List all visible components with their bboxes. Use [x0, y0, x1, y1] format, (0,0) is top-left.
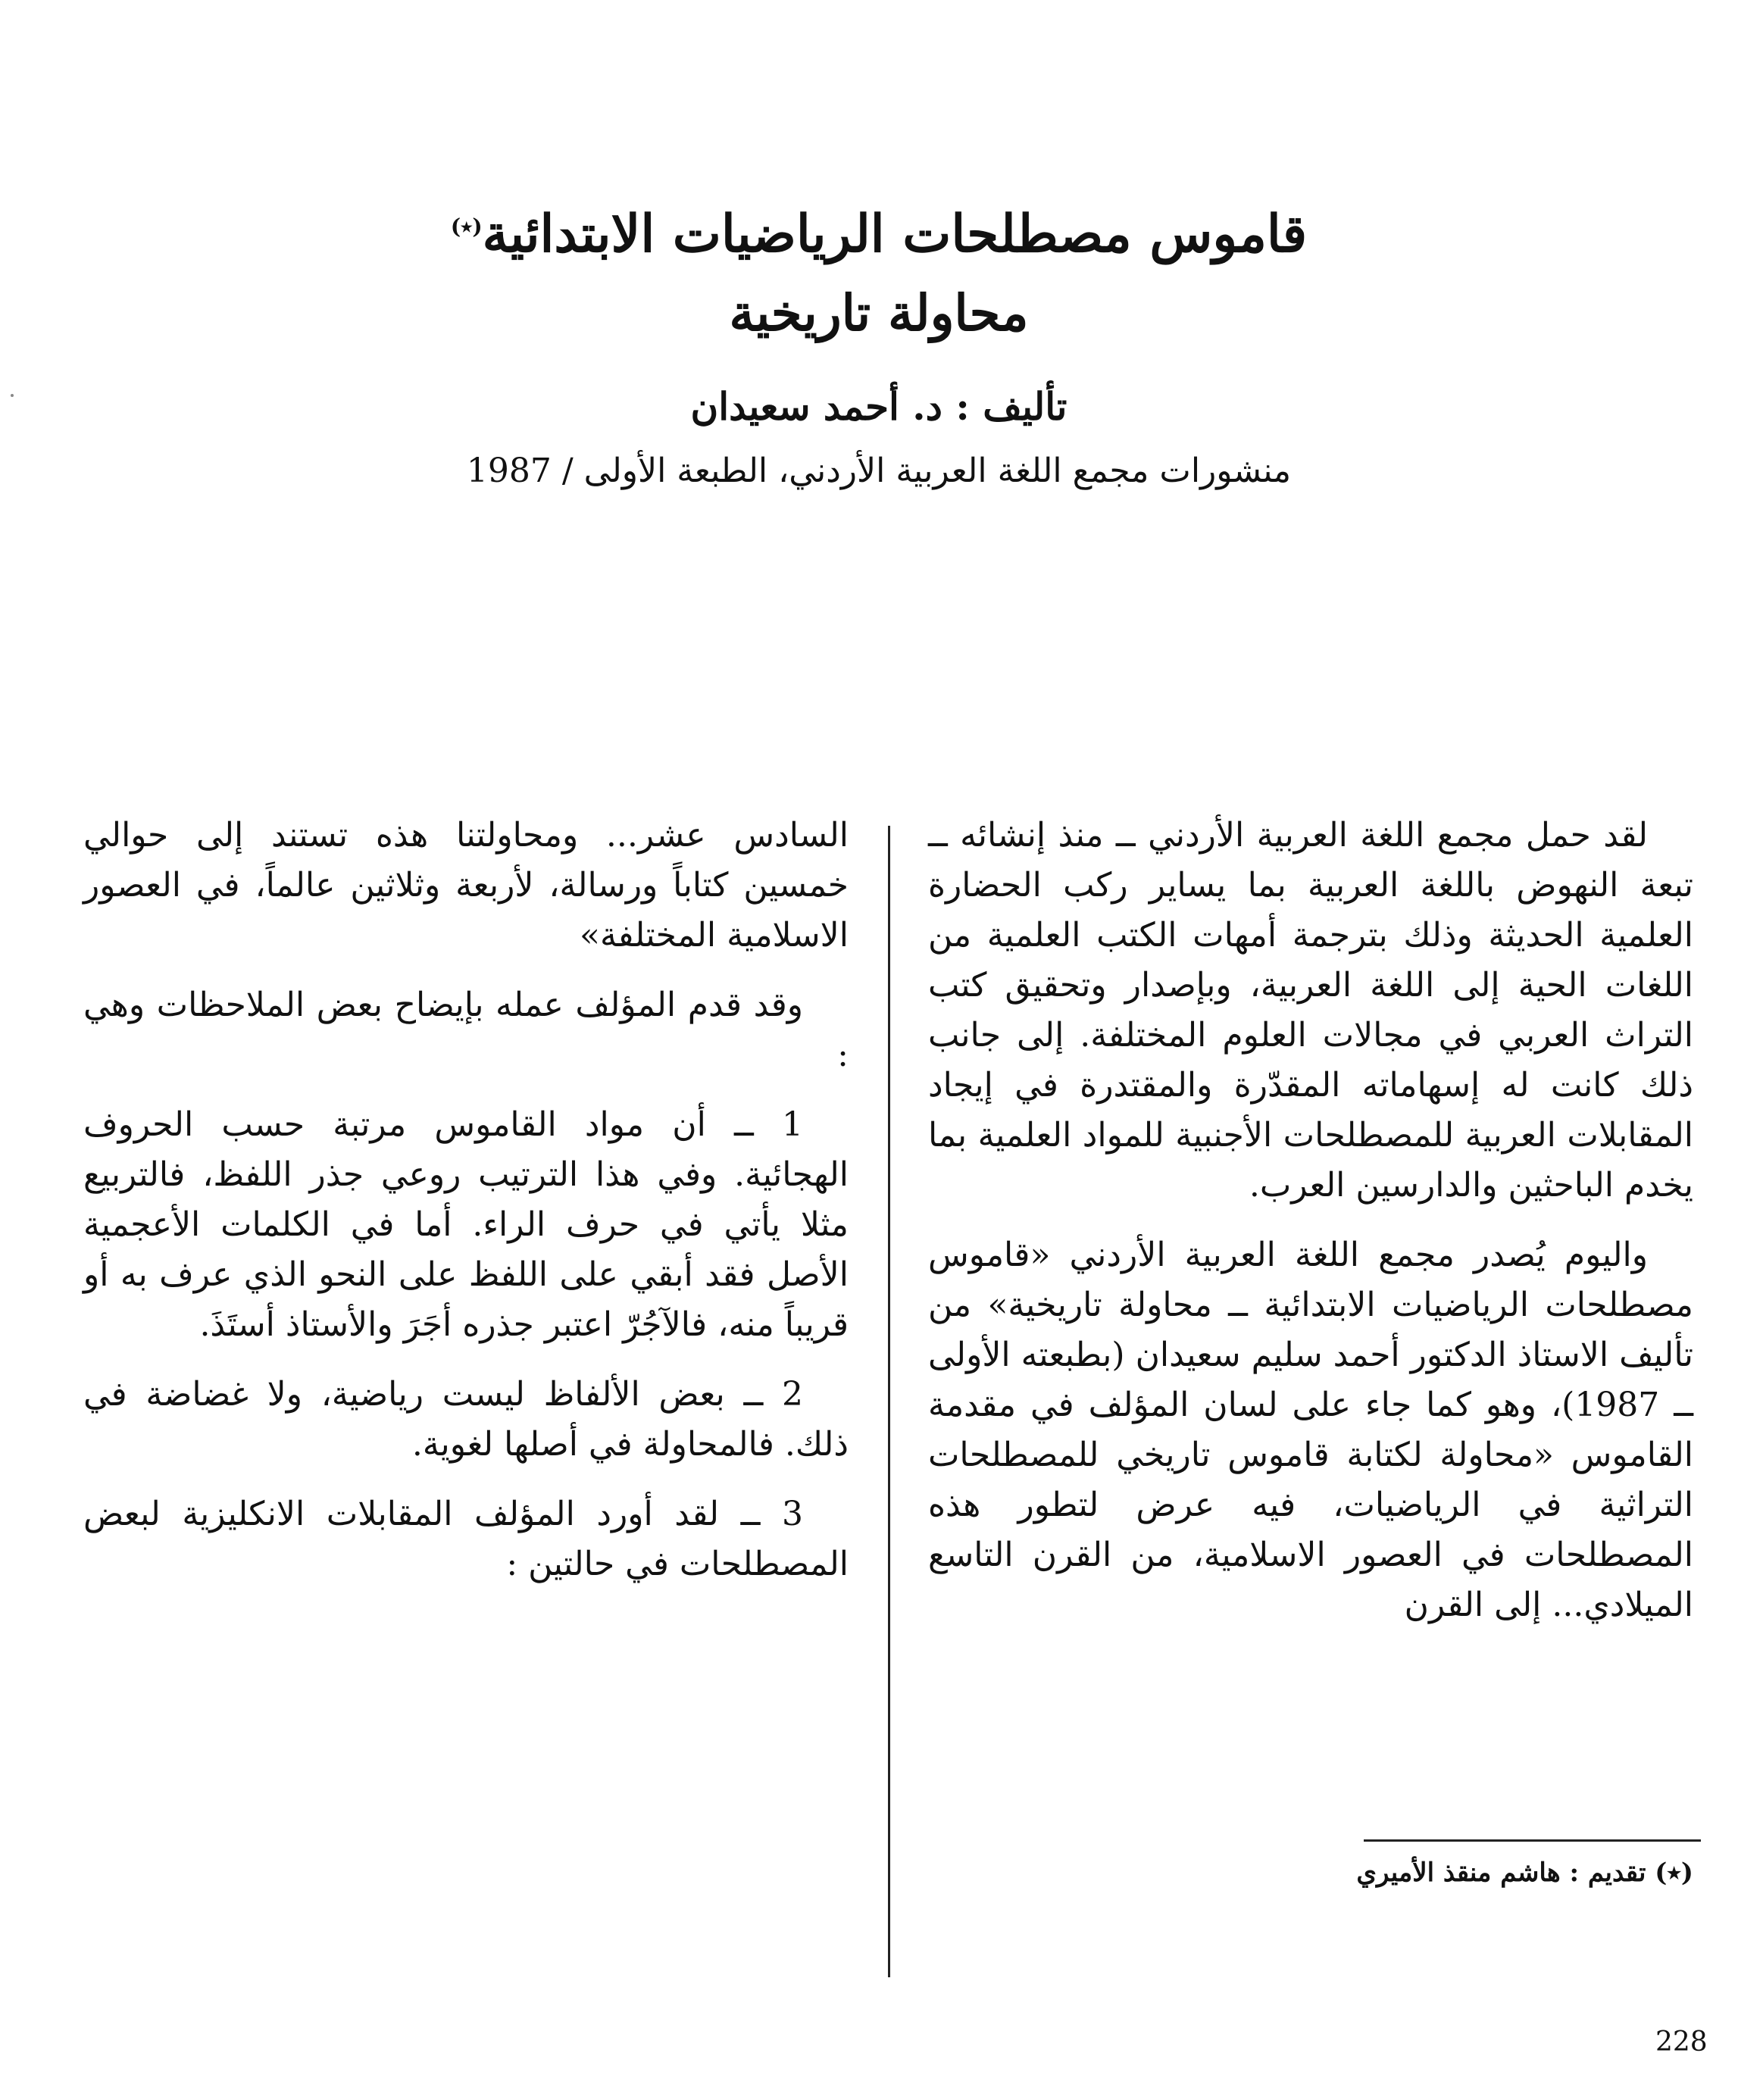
title-footnote-marker: (٭): [450, 214, 483, 239]
right-column: [928, 811, 1693, 1650]
list-item: 3 ــ لقد أورد المؤلف المقابلات الانكليزية لبعض المصطلحات في حالتين :: [83, 1495, 849, 1583]
article-subtitle: محاولة تاريخية: [729, 283, 1029, 342]
article-title-text: قاموس مصطلحات الرياضيات الابتدائية: [482, 204, 1308, 264]
publisher-line: منشورات مجمع اللغة العربية الأردني، الطبعة الأولى / 1987: [466, 452, 1292, 490]
list-item: 2 ــ بعض الألفاظ ليست رياضية، ولا غضاضة في ذلك. فالمحاولة في أصلها لغوية.: [83, 1375, 849, 1464]
author-line: تأليف : د. أحمد سعيدان: [690, 384, 1067, 429]
paragraph: واليوم يُصدر مجمع اللغة العربية الأردني «قاموس مصطلحات الرياضيات الابتدائية ــ محاولة تاريخية» من تأليف الاستاذ الدكتور أحمد سليم سعيدان (بطبعته الأولى ــ 1987)، وهو كما جاء على لسان المؤلف في مقدمة القاموس «محاولة لكتابة قاموس تاريخي للمصطلحات التراثية في الرياضيات، فيه عرض لتطور هذه المصطلحات في العصور الاسلامية، من القرن التاسع الميلادي... إلى القرن: [928, 1236, 1693, 1624]
paragraph: لقد حمل مجمع اللغة العربية الأردني ــ منذ إنشائه ــ تبعة النهوض باللغة العربية بما يساير ركب الحضارة العلمية الحديثة وذلك بترجمة أمهات الكتب العلمية من اللغات الحية إلى اللغة العربية، وبإصدار وتحقيق كتب التراث العربي في مجالات العلوم المختلفة. إلى جانب ذلك كانت له إسهاماته المقدّرة والمقتدرة في إيجاد المقابلات العربية للمصطلحات الأجنبية للمواد العلمية بما يخدم الباحثين والدارسين العرب.: [928, 816, 1693, 1205]
page-number: 228: [1655, 2027, 1708, 2058]
article-title: [424, 204, 1333, 264]
list-item: 1 ــ أن مواد القاموس مرتبة حسب الحروف الهجائية. وفي هذا الترتيب روعي جذر اللفظ، فالتربيع مثلا يأتي في حرف الراء. أما في الكلمات الأعجمية الأصل فقد أبقي على اللفظ على النحو الذي عرف به أو قريباً منه، فالآجُرّ اعتبر جذره أجَرَ والأستاذ أستَذَ.: [83, 1105, 849, 1344]
column-divider: [888, 826, 890, 1977]
scan-speck: [11, 394, 14, 397]
footnote: (٭) تقديم : هاشم منقذ الأميري: [1356, 1858, 1693, 1888]
left-column: [83, 811, 849, 1609]
paragraph: السادس عشر... ومحاولتنا هذه تستند إلى حوالي خمسين كتاباً ورسالة، لأربعة وثلاثين عالماً، في العصور الاسلامية المختلفة»: [83, 816, 849, 955]
footnote-rule: [1364, 1839, 1701, 1842]
paragraph: وقد قدم المؤلف عمله بإيضاح بعض الملاحظات وهي :: [83, 986, 849, 1074]
